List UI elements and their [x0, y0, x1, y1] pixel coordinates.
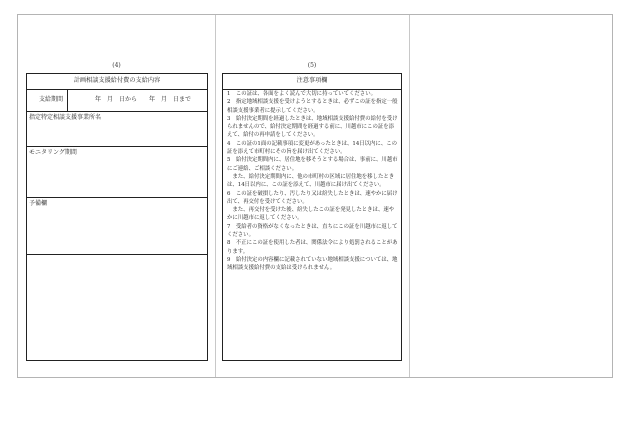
- payment-content-box: [26, 73, 208, 361]
- note-item: 1 この証は、各面をよく読んで大切に持っていてください。: [227, 91, 376, 97]
- note-item: 3 給付決定期間を経過したときは、地域相談支援給付費の給付を受けられませんので、給付決定期間を経過する前に、川越市にこの証を添えて、給付の再申請をしてください。: [227, 115, 398, 139]
- note-item: 6 この証を破損したり、汚したり又は紛失したときは、速やかに届け出て、再交付を受けてください。: [227, 190, 398, 205]
- period-divider: [67, 89, 68, 111]
- note-item: 5 給付決定期間内に、居住地を移そうとする場合は、事前に、川越市にご連絡、ご相談ください。: [227, 157, 398, 172]
- note-item: 8 不正にこの証を使用した者は、関係法令により処罰されることがあります。: [227, 240, 398, 255]
- fold-line-right: [409, 15, 410, 377]
- note-item: 4 この証の1面の記載事項に変更があったときは、14日以内に、この証を添えて市町村にその旨を届け出てください。: [227, 140, 397, 156]
- notes-box: [222, 73, 402, 361]
- note-item: 2 指定地域相談支援を受けようとするときは、必ずこの証を指定一般相談支援事業者に提示してください。: [227, 99, 398, 114]
- note-item: また、再交付を受けた後、紛失したこの証を発見したときは、速やかに川越市に返してください。: [227, 207, 395, 222]
- note-item: 9 給付決定の内容欄に記載されていない地域相談支援については、地域相談支援給付費の支給は受けられません。: [227, 256, 398, 272]
- certificate-sheet: [17, 14, 613, 378]
- period-row: [27, 89, 207, 112]
- panel-number-5: (5): [307, 62, 317, 69]
- reserve-label: 予備欄: [29, 200, 48, 207]
- monitoring-label: モニタリング期間: [29, 149, 77, 156]
- payment-content-title: 計画相談支援給付費の支給内容: [27, 74, 207, 90]
- note-item: また、給付決定期間内に、他の市町村の区域に居住地を移したときは、14日以内に、この証を添えて、川越市に届け出てください。: [227, 173, 395, 189]
- office-row: [27, 111, 207, 147]
- note-item: 7 受給者の資格がなくなったときは、直ちにこの証を川越市に返してください。: [227, 223, 398, 239]
- notes-list: [227, 90, 398, 273]
- reserve-row: [27, 197, 207, 255]
- period-label: 支給期間: [39, 96, 64, 103]
- notes-title: 注意事項欄: [223, 74, 401, 90]
- office-label: 指定特定相談支援事業所名: [29, 114, 102, 121]
- panel-number-4: (4): [112, 62, 121, 69]
- period-value: 年 月 日から 年 月 日まで: [95, 96, 192, 103]
- monitoring-row: [27, 146, 207, 198]
